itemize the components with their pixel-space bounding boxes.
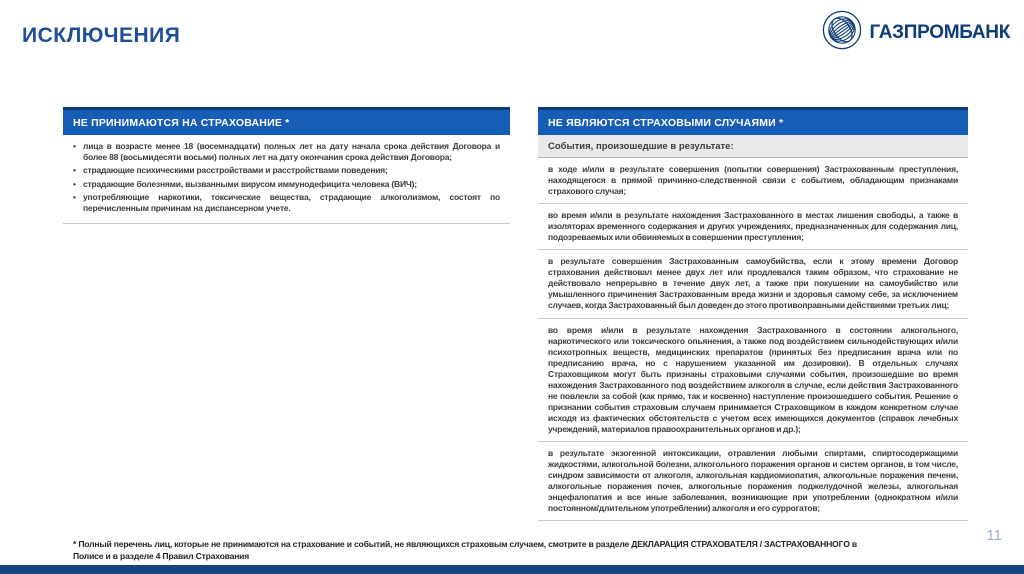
list-item: • лица в возрасте менее 18 (восемнадцати) полных лет на дату начала срока действия Договора и более 88 (восьмидесяти восьми) полных лет на дату окончания срока действия Договора; — [73, 141, 500, 163]
page-title: ИСКЛЮЧЕНИЯ — [22, 24, 181, 47]
table-row: в ходе и/или в результате совершения (попытки совершения) Застрахованным преступления, находящегося в прямой причинно-следственной связи с событием, обладающим признаками страхового случая; — [538, 158, 968, 204]
list-item: • страдающие психическими расстройствами и расстройствами поведения; — [73, 165, 500, 176]
right-panel-header: НЕ ЯВЛЯЮТСЯ СТРАХОВЫМИ СЛУЧАЯМИ * — [538, 110, 968, 135]
list-item: • употребляющие наркотики, токсические вещества, страдающие алкоголизмом, состоят по перечисленным причинам на диспансерном учете. — [73, 192, 500, 214]
bottom-bar-divider — [0, 565, 1024, 574]
left-panel-body — [63, 135, 510, 224]
list-item: • страдающие болезнями, вызванными вирусом иммунодефицита человека (ВИЧ); — [73, 179, 500, 190]
gazprombank-logo — [822, 10, 1010, 55]
not-accepted-for-insurance-panel — [63, 107, 510, 224]
not-insured-events-panel — [538, 107, 968, 521]
table-row: в результате экзогенной интоксикации, отравления любыми спиртами, спиртосодержащими жидкостями, алкогольной болезни, алкогольного поражения органов и систем органов, в том числе, синдром зависимости от алкоголя, алкогольная кардиомиопатия, алкогольные поражения печени, алкогольные поражения почек, алкогольные поражения поджелудочной железы, алкогольная энцефалопатия и все иные заболевания, возникающие при употреблении (однократном и/или постоянном/длительном употреблении) алкоголя и его суррогатов; — [538, 442, 968, 521]
globe-emblem-icon — [822, 10, 862, 55]
brand-name: ГАЗПРОМБАНК — [869, 21, 1010, 43]
table-row: в результате совершения Застрахованным самоубийства, если к этому времени Договор страхования действовал менее двух лет или продлевался таким образом, что страхование не действовало непрерывно в течение двух лет, а также при покушении на самоубийство или умышленного причинения Застрахованным вреда жизни и здоровья самому себе, за исключением случаев, когда Застрахованный был доведен до этого противоправными действиями третьих лиц; — [538, 250, 968, 318]
left-panel-header: НЕ ПРИНИМАЮТСЯ НА СТРАХОВАНИЕ * — [63, 110, 510, 135]
right-panel-subheader: События, произошедшие в результате: — [538, 135, 968, 158]
footnote: * Полный перечень лиц, которые не принимаются на страхование и событий, не являющихся страховым случаем, смотрите в разделе ДЕКЛАРАЦИЯ СТРАХОВАТЕЛЯ / ЗАСТРАХОВАННОГО в Полисе и в разделе 4 Правил Страхования — [73, 539, 857, 561]
table-row: во время и/или в результате нахождения Застрахованного в местах лишения свободы, а также в изоляторах временного содержания и других учреждениях, предназначенных для содержания лиц, подозреваемых или обвиняемых в совершении преступления; — [538, 204, 968, 250]
table-row: во время и/или в результате нахождения Застрахованного в состоянии алкогольного, наркотического или токсического опьянения, а также под воздействием сильнодействующих и/или психотропных веществ, медицинских препаратов (принятых без предписания врача или по предписанию врача, но с нарушением указанной им дозировки). В отдельных случаях Страховщиком могут быть признаны страховыми случаями события, произошедшие во время нахождения Застрахованного под воздействием алкоголя в случае, если действия Застрахованного не повлекли за собой (как прямо, так и косвенно) наступление произошедшего события. Решение о признании события страховым случаем принимается Страховщиком в каждом конкретном случае исходя из фактических обстоятельств с учетом всех имеющихся документов (справок лечебных учреждений, материалов правоохранительных органов и др.); — [538, 319, 968, 442]
page-number: 11 — [986, 527, 1002, 544]
